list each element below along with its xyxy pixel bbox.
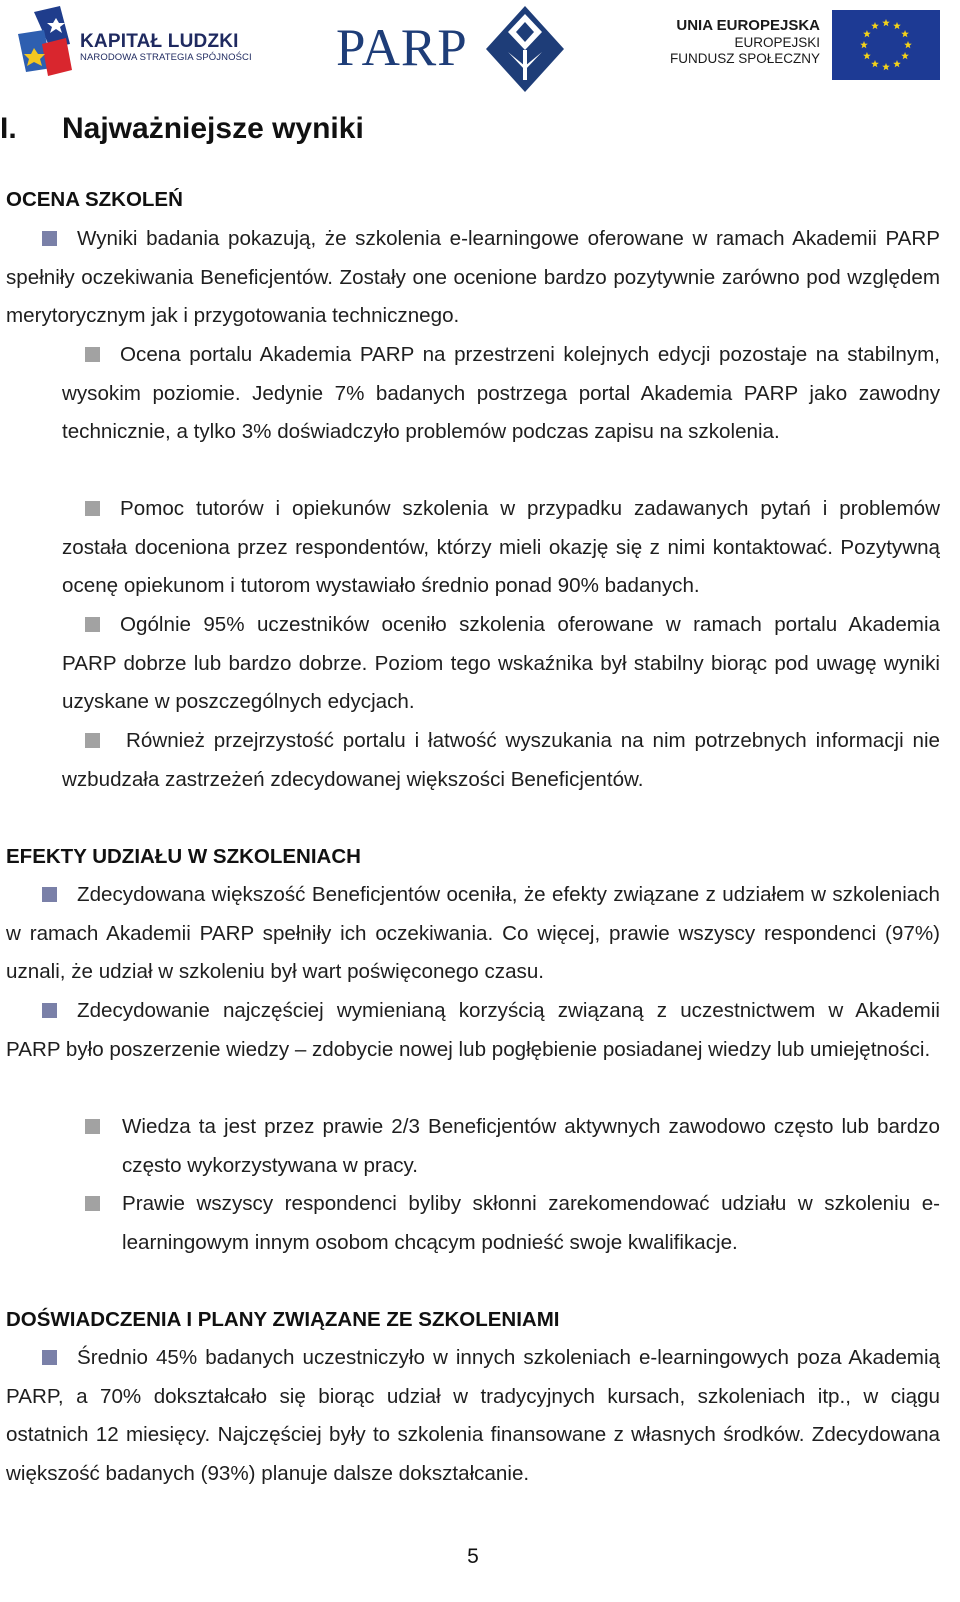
kapital-ludzki-title: KAPITAŁ LUDZKI bbox=[80, 31, 239, 52]
square-bullet-icon bbox=[85, 1196, 100, 1211]
eu-flag-icon bbox=[832, 10, 940, 80]
parp-diamond-icon bbox=[484, 4, 566, 94]
square-bullet-icon bbox=[85, 347, 100, 362]
chapter-title-text: Najważniejsze wyniki bbox=[62, 112, 364, 145]
paragraph-doswiadczenia-1: Średnio 45% badanych uczestniczyło w innych szkoleniach e-learningowych poza Akademią PARP, a 70% dokształcało się biorąc udział w tradycyjnych kursach, szkoleniach itp., w ciągu ostatnich 12 miesięcy. Najczęściej były to szkolenia finansowane z własnych środków. Zdecydowana większość badanych (93%) planuje dalsze dokształcanie. bbox=[6, 1346, 940, 1486]
square-bullet-icon bbox=[85, 501, 100, 516]
paragraph-ocena-2: Ocena portalu Akademia PARP na przestrzeni kolejnych edycji pozostaje na stabilnym, wysokim poziomie. Jedynie 7% badanych postrzega portal Akademia PARP jako zawodny technicznie, a tylko 3% doświadczyło problemów podczas zapisu na szkolenia. bbox=[62, 343, 940, 444]
header-logos bbox=[0, 0, 960, 100]
eu-fund-line2: FUNDUSZ SPOŁECZNY bbox=[669, 51, 820, 66]
square-bullet-icon bbox=[85, 1119, 100, 1134]
kapital-ludzki-logo bbox=[14, 4, 264, 84]
eu-logo bbox=[669, 10, 960, 86]
paragraph-ocena-5: Również przejrzystość portalu i łatwość wyszukania na nim potrzebnych informacji nie wzbudzała zastrzeżeń zdecydowanej większości Beneficjentów. bbox=[62, 729, 940, 791]
paragraph-efekty-1: Zdecydowana większość Beneficjentów oceniła, że efekty związane z udziałem w szkoleniach w ramach Akademii PARP spełniły ich oczekiwania. Co więcej, prawie wszyscy respondenci (97%) uznali, że udział w szkoleniu był wart poświęconego czasu. bbox=[6, 883, 940, 984]
square-bullet-icon bbox=[42, 1003, 57, 1018]
square-bullet-icon bbox=[42, 1350, 57, 1365]
paragraph-efekty-2: Zdecydowanie najczęściej wymienianą korzyścią związaną z uczestnictwem w Akademii PARP było poszerzenie wiedzy – zdobycie nowej lub pogłębienie posiadanej wiedzy lub umiejętności. bbox=[6, 999, 940, 1061]
paragraph-ocena-1: Wyniki badania pokazują, że szkolenia e-learningowe oferowane w ramach Akademii PARP spełniły oczekiwania Beneficjentów. Zostały one ocenione bardzo pozytywnie zarówno pod względem merytorycznym jak i przygotowania technicznego. bbox=[6, 227, 940, 328]
square-bullet-icon bbox=[42, 231, 57, 246]
chapter-number: I. bbox=[0, 112, 17, 145]
chapter-title bbox=[0, 106, 364, 152]
parp-logo bbox=[336, 4, 571, 94]
section-heading-doswiadczenia: DOŚWIADCZENIA I PLANY ZWIĄZANE ZE SZKOLENIAMI bbox=[6, 1308, 560, 1331]
kapital-ludzki-emblem-icon bbox=[14, 4, 80, 84]
paragraph-efekty-4: Prawie wszyscy respondenci byliby skłonni zarekomendować udziału w szkoleniu e-learningowym innym osobom chcącym podnieść swoje kwalifikacje. bbox=[122, 1185, 940, 1262]
eu-fund-line1: EUROPEJSKI bbox=[734, 35, 820, 50]
parp-name: PARP bbox=[336, 19, 468, 77]
page-number: 5 bbox=[467, 1545, 479, 1568]
section-heading-ocena: OCENA SZKOLEŃ bbox=[6, 188, 183, 211]
square-bullet-icon bbox=[42, 887, 57, 902]
square-bullet-icon bbox=[85, 617, 100, 632]
eu-union-name: UNIA EUROPEJSKA bbox=[676, 17, 820, 34]
paragraph-ocena-3: Pomoc tutorów i opiekunów szkolenia w przypadku zadawanych pytań i problemów została doceniona przez respondentów, którzy mieli okazję się z nimi kontaktować. Pozytywną ocenę opiekunom i tutorom wystawiało średnio ponad 90% badanych. bbox=[62, 497, 940, 598]
paragraph-efekty-3: Wiedza ta jest przez prawie 2/3 Beneficjentów aktywnych zawodowo często lub bardzo często wykorzystywana w pracy. bbox=[122, 1108, 940, 1185]
section-heading-efekty: EFEKTY UDZIAŁU W SZKOLENIACH bbox=[6, 845, 361, 868]
square-bullet-icon bbox=[85, 733, 100, 748]
kapital-ludzki-subtitle: NARODOWA STRATEGIA SPÓJNOŚCI bbox=[80, 52, 252, 63]
paragraph-ocena-4: Ogólnie 95% uczestników oceniło szkolenia oferowane w ramach portalu Akademia PARP dobrze lub bardzo dobrze. Poziom tego wskaźnika był stabilny biorąc pod uwagę wyniki uzyskane w poszczególnych edycjach. bbox=[62, 613, 940, 714]
